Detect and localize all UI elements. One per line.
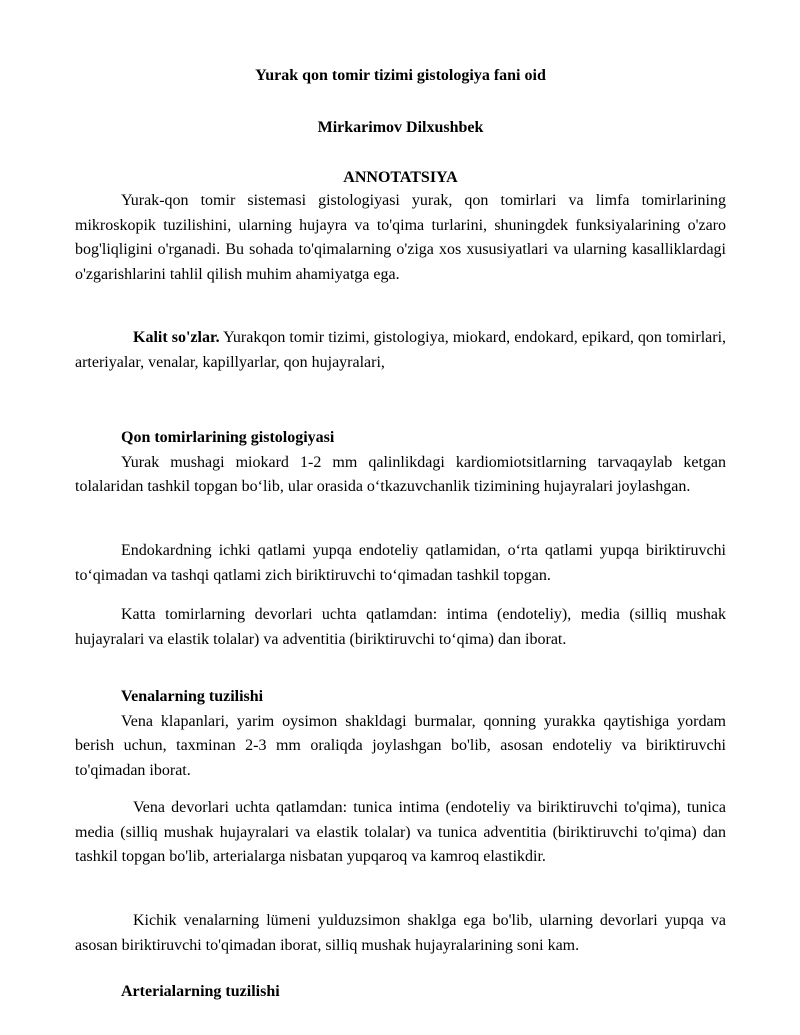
section-paragraph-block [75,539,726,588]
section-paragraph: Vena devorlari uchta qatlamdan: tunica intima (endoteliy va biriktiruvchi to'qima), tunica media (silliq mushak hujayralari va elastik tolalar) va tunica adventitia (biriktiruvchi to'qima) dan tashkil topgan bo'lib, arterialarga nisbatan yupqaroq va kamroq elastikdir. [75,799,726,865]
keywords-text: Yurakqon tomir tizimi, gistologiya, miokard, endokard, epikard, qon tomirlari, arteriyalar, venalar, kapillyarlar, qon hujayralari, [75,329,727,371]
section-blood-vessels [75,426,726,500]
section-heading: Arterialarning tuzilishi [121,983,280,1000]
section-paragraph: Kichik venalarning lümeni yulduzsimon shaklga ega bo'lib, ularning devorlari yupqa va asosan biriktiruvchi to'qimadan iborat, silliq mushak hujayralarining soni kam. [75,912,726,954]
annotation-paragraph: Yurak-qon tomir sistemasi gistologiyasi yurak, qon tomirlari va limfa tomirlarining mikroskopik tuzilishini, ularning hujayra va to'qima turlarini, shuningdek funksiyalarining o'zaro bog'liqligini o'rganadi. Bu sohada to'qimalarning o'ziga xos xususiyatlari va ularning kasalliklardagi o'zgarishlarini tahlil qilish muhim ahamiyatga ega. [75,192,726,283]
section-paragraph: Endokardning ichki qatlami yupqa endoteliy qatlamidan, o‘rta qatlami yupqa biriktiruvchi to‘qimadan va tashqi qatlami zich biriktiruvchi to‘qimadan tashkil topgan. [75,542,726,584]
keywords-paragraph [75,326,726,375]
section-arteries [75,980,726,1005]
section-paragraph-block [75,909,726,958]
keywords-label: Kalit so'zlar. [133,329,220,346]
section-paragraph: Yurak mushagi miokard 1-2 mm qalinlikdagi kardiomiotsitlarning tarvaqaylab ketgan tolalaridan tashkil topgan bo‘lib, ular orasida o‘tkazuvchanlik tizimining hujayralari joylashgan. [75,453,726,495]
section-heading: Venalarning tuzilishi [121,688,264,705]
section-paragraph: Katta tomirlarning devorlari uchta qatlamdan: intima (endoteliy), media (silliq mushak hujayralari va elastik tolalar) va adventitia (biriktiruvchi to‘qima) dan iborat. [75,606,726,648]
annotation-heading: ANNOTATSIYA [343,169,458,186]
section-heading: Qon tomirlarining gistologiyasi [121,429,335,446]
section-paragraph-block [75,796,726,870]
keywords-block [75,326,726,375]
author-name: Mirkarimov Dilxushbek [317,119,484,136]
section-paragraph: Vena klapanlari, yarim oysimon shakldagi burmalar, qonning yurakka qaytishiga yordam berish uchun, taxminan 2-3 mm oraliqda joylashgan bo'lib, asosan endoteliy va biriktiruvchi to'qimadan iborat. [75,712,726,779]
annotation-block [75,189,726,287]
section-veins [75,685,726,783]
document-title: Yurak qon tomir tizimi gistologiya fani oid [255,67,546,84]
section-paragraph-block [75,603,726,652]
